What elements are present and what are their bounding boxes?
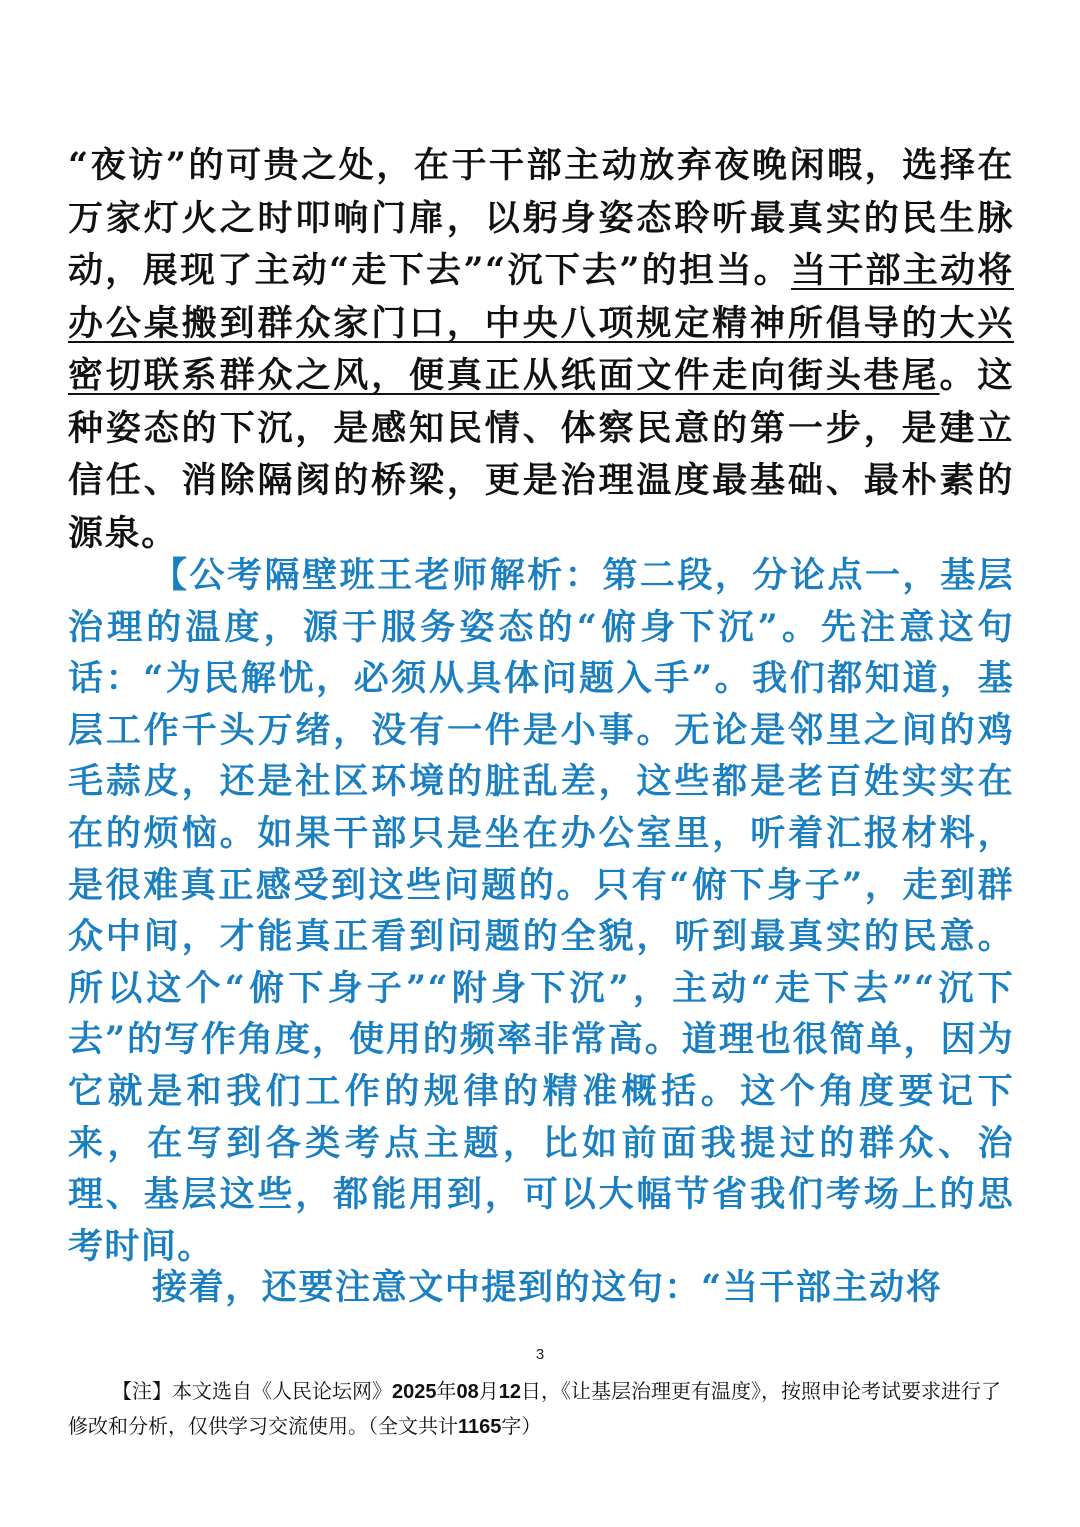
footnote-year: 2025 [392, 1381, 437, 1403]
main-paragraph [68, 140, 1014, 560]
footnote-month: 08 [456, 1381, 479, 1403]
footnote [68, 1374, 1018, 1444]
footnote-part-4: 日，《让基层治理更有温度》，按照申论考试要求进行了修改和分析，仅供学习交流使用。（全文共计 [68, 1379, 1001, 1438]
footnote-day: 12 [498, 1381, 521, 1403]
footnote-part-3: 月 [478, 1379, 499, 1403]
analysis-paragraph: 【公考隔壁班王老师解析：第二段，分论点一，基层治理的温度，源于服务姿态的“俯身下沉”。先注意这句话：“为民解忧，必须从具体问题入手”。我们都知道，基层工作千头万绪，没有一件是小事。无论是邻里之间的鸡毛蒜皮，还是社区环境的脏乱差，这些都是老百姓实实在在的烦恼。如果干部只是坐在办公室里，听着汇报材料，是很难真正感受到这些问题的。只有“俯下身子”，走到群众中间，才能真正看到问题的全貌，听到最真实的民意。所以这个“俯下身子”“附身下沉”，主动“走下去”“沉下去”的写作角度，使用的频率非常高。道理也很简单，因为它就是和我们工作的规律的精准概括。这个角度要记下来，在写到各类考点主题，比如前面我提过的群众、治理、基层这些，都能用到，可以大幅节省我们考场上的思考时间。 [68, 555, 1015, 1267]
footnote-part-2: 年 [436, 1379, 457, 1403]
main-paragraph-text-before: “夜访”的可贵之处，在于干部主动放弃夜晚闲暇，选择在万家灯火之时叩响门扉，以躬身姿态聆听最真实的民生脉动，展现了主动“走下去”“沉下去”的担当。 [68, 145, 1014, 291]
main-paragraph-text-after: 。这种姿态的下沉，是感知民情、体察民意的第一步，是建立信任、消除隔阂的桥梁，更是治理温度最基础、最朴素的源泉。 [68, 355, 1014, 554]
page-number: 3 [535, 1346, 545, 1363]
footnote-part-5: 字） [501, 1414, 542, 1438]
footnote-word-count: 1165 [458, 1416, 502, 1438]
main-paragraph-underlined-text: 当干部主动将办公桌搬到群众家门口，中央八项规定精神所倡导的大兴密切联系群众之风，便真正从纸面文件走向街头巷尾 [68, 250, 1014, 396]
continuation-paragraph: 接着，还要注意文中提到的这句：“当干部主动将 [152, 1267, 943, 1308]
footnote-part-1: 【注】本文选自《人民论坛网》 [112, 1379, 392, 1403]
